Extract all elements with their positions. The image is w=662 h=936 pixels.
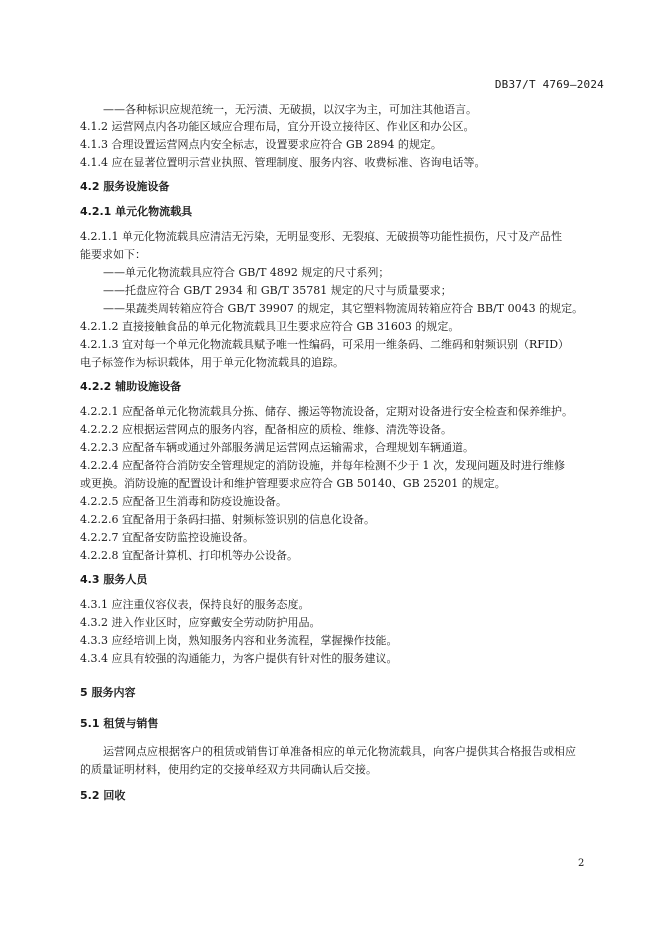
text-line: 或更换。消防设施的配置设计和维护管理要求应符合 GB 50140、GB 25201 的规定。 [80,477,506,490]
clause-4-2-2-8: 4.2.2.8 宜配备计算机、打印机等办公设备。 [80,549,298,562]
document-header-code: DB37/T 4769—2024 [494,78,604,91]
clause-4-2-1-3: 4.2.1.3 宜对每一个单元化物流载具赋予唯一性编码，可采用一维条码、二维码和射频识别（RFID） [80,338,570,351]
clause-4-2-2-2: 4.2.2.2 应根据运营网点的服务内容，配备相应的质检、维修、清洗等设备。 [80,423,452,436]
section-heading-5: 5 服务内容 [80,686,136,699]
section-heading-5-1: 5.1 租赁与销售 [80,717,159,730]
list-item: ——单元化物流载具应符合 GB/T 4892 规定的尺寸系列； [103,266,390,279]
paragraph-line: 的质量证明材料，使用约定的交接单经双方共同确认后交接。 [80,763,377,776]
section-heading-4-2: 4.2 服务设施设备 [80,180,170,193]
clause-4-3-4: 4.3.4 应具有较强的沟通能力，为客户提供有针对性的服务建议。 [80,652,398,665]
clause-4-2-2-5: 4.2.2.5 应配备卫生消毒和防疫设施设备。 [80,495,287,508]
section-heading-4-3: 4.3 服务人员 [80,573,148,586]
text-line: ——各种标识应规范统一，无污渍、无破损，以汉字为主，可加注其他语言。 [103,103,477,116]
clause-4-2-2-7: 4.2.2.7 宜配备安防监控设施设备。 [80,531,254,544]
clause-4-2-2-1: 4.2.2.1 应配备单元化物流载具分拣、储存、搬运等物流设备，定期对设备进行安全检查和保养维护。 [80,405,573,418]
list-item: ——托盘应符合 GB/T 2934 和 GB/T 35781 规定的尺寸与质量要求； [103,284,452,297]
clause-4-3-2: 4.3.2 进入作业区时，应穿戴安全劳动防护用品。 [80,616,321,629]
text-line: 能要求如下： [80,248,146,261]
page-number: 2 [578,858,585,869]
clause-4-2-1-1: 4.2.1.1 单元化物流载具应清洁无污染，无明显变形、无裂痕、无破损等功能性损伤，尺寸及产品性 [80,230,562,243]
section-heading-4-2-1: 4.2.1 单元化物流载具 [80,205,193,218]
clause-4-1-4: 4.1.4 应在显著位置明示营业执照、管理制度、服务内容、收费标准、咨询电话等。 [80,156,486,169]
section-heading-5-2: 5.2 回收 [80,789,126,802]
clause-4-2-1-2: 4.2.1.2 直接接触食品的单元化物流载具卫生要求应符合 GB 31603 的规定。 [80,320,460,333]
section-heading-4-2-2: 4.2.2 辅助设施设备 [80,380,182,393]
clause-4-2-2-3: 4.2.2.3 应配备车辆或通过外部服务满足运营网点运输需求，合理规划车辆通道。 [80,441,474,454]
clause-4-2-2-6: 4.2.2.6 宜配备用于条码扫描、射频标签识别的信息化设备。 [80,513,375,526]
list-item: ——果蔬类周转箱应符合 GB/T 39907 的规定，其它塑料物流周转箱应符合 BB/T 0043 的规定。 [103,302,584,315]
clause-4-1-2: 4.1.2 运营网点内各功能区域应合理布局，宜分开设立接待区、作业区和办公区。 [80,120,475,133]
clause-4-2-2-4: 4.2.2.4 应配备符合消防安全管理规定的消防设施，并每年检测不少于 1 次，发现问题及时进行维修 [80,459,565,472]
clause-4-3-3: 4.3.3 应经培训上岗，熟知服务内容和业务流程，掌握操作技能。 [80,634,398,647]
paragraph-line: 运营网点应根据客户的租赁或销售订单准备相应的单元化物流载具，向客户提供其合格报告或相应 [103,745,576,758]
clause-4-3-1: 4.3.1 应注重仪容仪表，保持良好的服务态度。 [80,598,310,611]
clause-4-1-3: 4.1.3 合理设置运营网点内安全标志，设置要求应符合 GB 2894 的规定。 [80,138,442,151]
text-line: 电子标签作为标识载体，用于单元化物流载具的追踪。 [80,356,344,369]
